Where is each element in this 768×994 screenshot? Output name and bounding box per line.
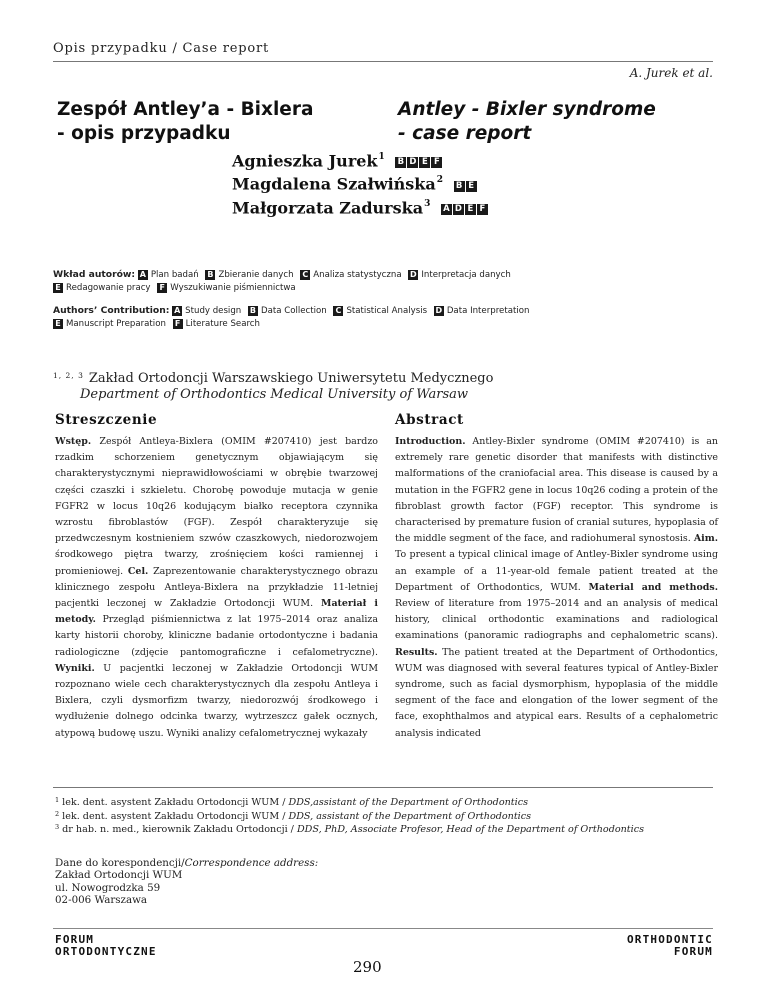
legend-badge: F — [157, 283, 167, 293]
footnote — [55, 822, 735, 836]
legend-badge: E — [53, 283, 63, 293]
title-english-line2: - case report — [398, 123, 532, 144]
footnote-text-polish: lek. dent. asystent Zakładu Ortodoncji WUM / — [62, 797, 289, 808]
streszczenie-text — [55, 434, 378, 742]
footnote-text-english: DDS, PhD, Associate Profesor, Head of the Department of Orthodontics — [296, 824, 645, 835]
legend-badge: B — [249, 306, 257, 315]
author — [232, 195, 652, 218]
footnote-number: 2 — [55, 809, 60, 818]
journal-name-polish — [55, 934, 157, 958]
journal-name-line: ORTHODONTIC — [626, 933, 713, 946]
contribution-legend-english — [53, 304, 673, 331]
legend-text: Statistical Analysis — [346, 306, 428, 316]
author-affiliation-mark: 2 — [436, 175, 444, 186]
methods-label: Material and methods. — [588, 581, 718, 593]
title-polish — [57, 98, 357, 146]
journal-name-line: FORUM — [55, 933, 95, 946]
correspondence-line: ul. Nowogrodzka 59 — [55, 881, 161, 894]
title-english — [398, 98, 718, 146]
author — [232, 148, 652, 171]
header-rule — [53, 61, 713, 62]
footnote-text-english: DDS,assistant of the Department of Orthodontics — [288, 797, 529, 808]
author-affiliation-mark: 3 — [424, 198, 431, 209]
role-badge: E — [465, 204, 476, 215]
contribution-label: Authors’ Contribution: — [53, 305, 170, 316]
author-role-badges — [395, 148, 443, 169]
author — [232, 171, 652, 194]
legend-text: Analiza statystyczna — [313, 270, 402, 280]
footnote — [55, 795, 735, 809]
intro-text: Zespół Antleya-Bixlera (OMIM #207410) jest bardzo rzadkim schorzeniem genetycznym objawiającym się charakterystycznymi nieprawidłowościami w obrębie twarzowej części czaszki i szkieletu. Chorobę powoduje mutacja w genie FGFR2 w locus 10q26 kodującym białko receptora czynnika wzrostu fibroblastów (FGF). Zespół charakteryzuje się przedwczesnym kostnieniem szwów czaszkowych, niedorozwojem środkowego piętra twarzy, zrośnięciem kości ramiennej i promieniowej. — [55, 436, 378, 577]
title-polish-line1: Zespół Antley’a - Bixlera — [57, 99, 314, 120]
affiliation-english: Department of Orthodontics Medical University of Warsaw — [80, 387, 469, 402]
results-text: U pacjentki leczonej w Zakładzie Ortodoncji WUM rozpoznano wiele cech charakterystycznych dla zespołu Antleya i Bixlera, czyli dysmorfizm twarzy, niedorozwój środkowego i wydłużenie dolnego odcinka twarzy, wytrzeszcz gałek ocznych, atypową budowę uszu. Wyniki analizy cefalometrycznej wykazały — [55, 662, 378, 739]
page-number: 290 — [353, 958, 382, 976]
legend-badge: A — [139, 270, 146, 279]
footer-rule — [53, 928, 713, 929]
intro-label: Introduction. — [395, 436, 466, 447]
footnote-number: 3 — [55, 823, 60, 831]
abstract-column — [395, 412, 718, 742]
legend-text: Wyszukiwanie piśmiennictwa — [170, 283, 296, 293]
footnote-text-english: DDS, assistant of the Department of Orthodontics — [288, 810, 532, 822]
title-polish-line2: - opis przypadku — [57, 123, 231, 144]
journal-name-line: FORUM — [673, 945, 713, 958]
intro-label: Wstęp. — [55, 436, 92, 447]
footnote — [55, 809, 735, 823]
legend-badge: A — [174, 306, 181, 315]
legend-text: Data Collection — [260, 306, 327, 316]
correspondence-line: Zakład Ortodoncji WUM — [55, 869, 183, 882]
correspondence-label-polish: Dane do korespondencji/ — [55, 857, 185, 869]
journal-name-line: ORTODONTYCZNE — [55, 945, 157, 958]
title-english-line1: Antley - Bixler syndrome — [398, 99, 656, 120]
footnote-text-polish: dr hab. n. med., kierownik Zakładu Ortodoncji / — [62, 824, 297, 835]
role-badge: B — [395, 157, 406, 168]
affiliation-marks: 1, 2, 3 — [53, 371, 84, 380]
correspondence-label-english: Correspondence address: — [184, 857, 319, 869]
legend-text: Redagowanie pracy — [66, 283, 151, 293]
page-header — [0, 0, 768, 80]
aim-label: Aim. — [693, 533, 718, 545]
correspondence-line: 02-006 Warszawa — [55, 893, 148, 906]
role-badge: F — [477, 204, 488, 215]
contribution-legend-polish — [53, 268, 673, 295]
footnote-rule — [53, 787, 713, 788]
section-label: Opis przypadku / Case report — [53, 41, 270, 56]
results-label: Results. — [395, 646, 438, 658]
author-list — [232, 148, 652, 218]
methods-text: Przegląd piśmiennictwa z lat 1975–2014 oraz analiza karty historii choroby, kliniczne badanie ortodontyczne i badania radiologiczne (zdjęcie pantomograficzne i cefalometryczne). — [55, 614, 378, 658]
legend-badge: B — [207, 270, 214, 279]
role-badge: F — [431, 157, 442, 168]
legend-text: Zbieranie danych — [218, 270, 294, 280]
abstract-heading: Abstract — [395, 412, 464, 428]
legend-badge: D — [435, 306, 443, 315]
intro-text: Antley-Bixler syndrome (OMIM #207410) is an extremely rare genetic disorder that manifests with distinctive malformations of the craniofacial area. This disease is caused by a mutation in the FGFR2 gene in locus 10q26 coding a protein of the fibroblast growth factor (FGF) receptor. This syndrome is characterised by premature fusion of cranial sutures, hypoplasia of the middle segment of the face, and radiohumeral synostosis. — [395, 436, 718, 545]
role-badge: E — [466, 181, 477, 192]
results-label: Wyniki. — [55, 662, 95, 674]
affiliation-polish: Zakład Ortodoncji Warszawskiego Uniwersytetu Medycznego — [88, 371, 494, 386]
abstract-text — [395, 434, 718, 742]
legend-text: Study design — [185, 306, 242, 316]
results-text: The patient treated at the Department of Orthodontics, WUM was diagnosed with several features typical of Antley-Bixler syndrome, such as facial dysmorphism, hypoplasia of the middle segment of the face and elongation of the lower segment of the face, exophthalmos and atypical ears. Results of a cephalometric analysis indicated — [395, 646, 718, 739]
author-name: Małgorzata Zadurska — [232, 197, 424, 217]
journal-name-english — [627, 934, 713, 958]
legend-text: Manuscript Preparation — [66, 319, 166, 329]
legend-text: Literature Search — [185, 319, 260, 329]
author-role-badges — [454, 172, 478, 193]
streszczenie-heading: Streszczenie — [55, 412, 158, 428]
streszczenie-column — [55, 412, 378, 742]
contribution-label: Wkład autorów: — [53, 269, 136, 280]
aim-text: To present a typical clinical image of Antley-Bixler syndrome using an example of a 11-year-old female patient treated at the Department of Orthodontics, WUM. — [395, 549, 718, 593]
affiliation — [53, 368, 693, 403]
author-affiliation-mark: 1 — [378, 152, 385, 162]
role-badge: B — [454, 181, 465, 192]
author-role-badges — [441, 195, 489, 216]
legend-badge: E — [53, 319, 63, 329]
role-badge: A — [441, 204, 452, 215]
legend-text: Data Interpretation — [446, 306, 530, 316]
legend-text: Plan badań — [150, 270, 199, 280]
legend-text: Interpretacja danych — [421, 270, 511, 280]
footnotes — [55, 795, 735, 836]
running-author: A. Jurek et al. — [629, 66, 713, 80]
legend-badge: C — [333, 306, 343, 316]
legend-badge: D — [410, 270, 417, 279]
aim-text: Zaprezentowanie charakterystycznego obrazu klinicznego zespołu Antleya-Bixlera na przykładzie 11-letniej pacjentki leczonej w Zakładzie Ortodoncji WUM. — [55, 565, 378, 610]
footnote-text-polish: lek. dent. asystent Zakładu Ortodoncji WUM / — [62, 810, 289, 822]
role-badge: D — [454, 203, 462, 214]
correspondence-address — [55, 857, 318, 906]
methods-text: Review of literature from 1975–2014 and an analysis of medical history, clinical orthodontic examinations and radiological examinations (panoramic radiographs and cephalometric scans). — [395, 598, 718, 642]
role-badge: D — [409, 157, 417, 168]
author-name: Agnieszka Jurek — [232, 151, 378, 171]
author-name: Magdalena Szałwińska — [232, 174, 436, 194]
methods-label: Materiał i metody. — [55, 598, 379, 626]
footnote-number: 1 — [55, 796, 60, 804]
role-badge: E — [419, 157, 430, 168]
legend-badge: C — [300, 270, 310, 280]
correspondence-label — [55, 857, 318, 869]
aim-label: Cel. — [127, 565, 149, 577]
legend-badge: F — [173, 319, 183, 329]
